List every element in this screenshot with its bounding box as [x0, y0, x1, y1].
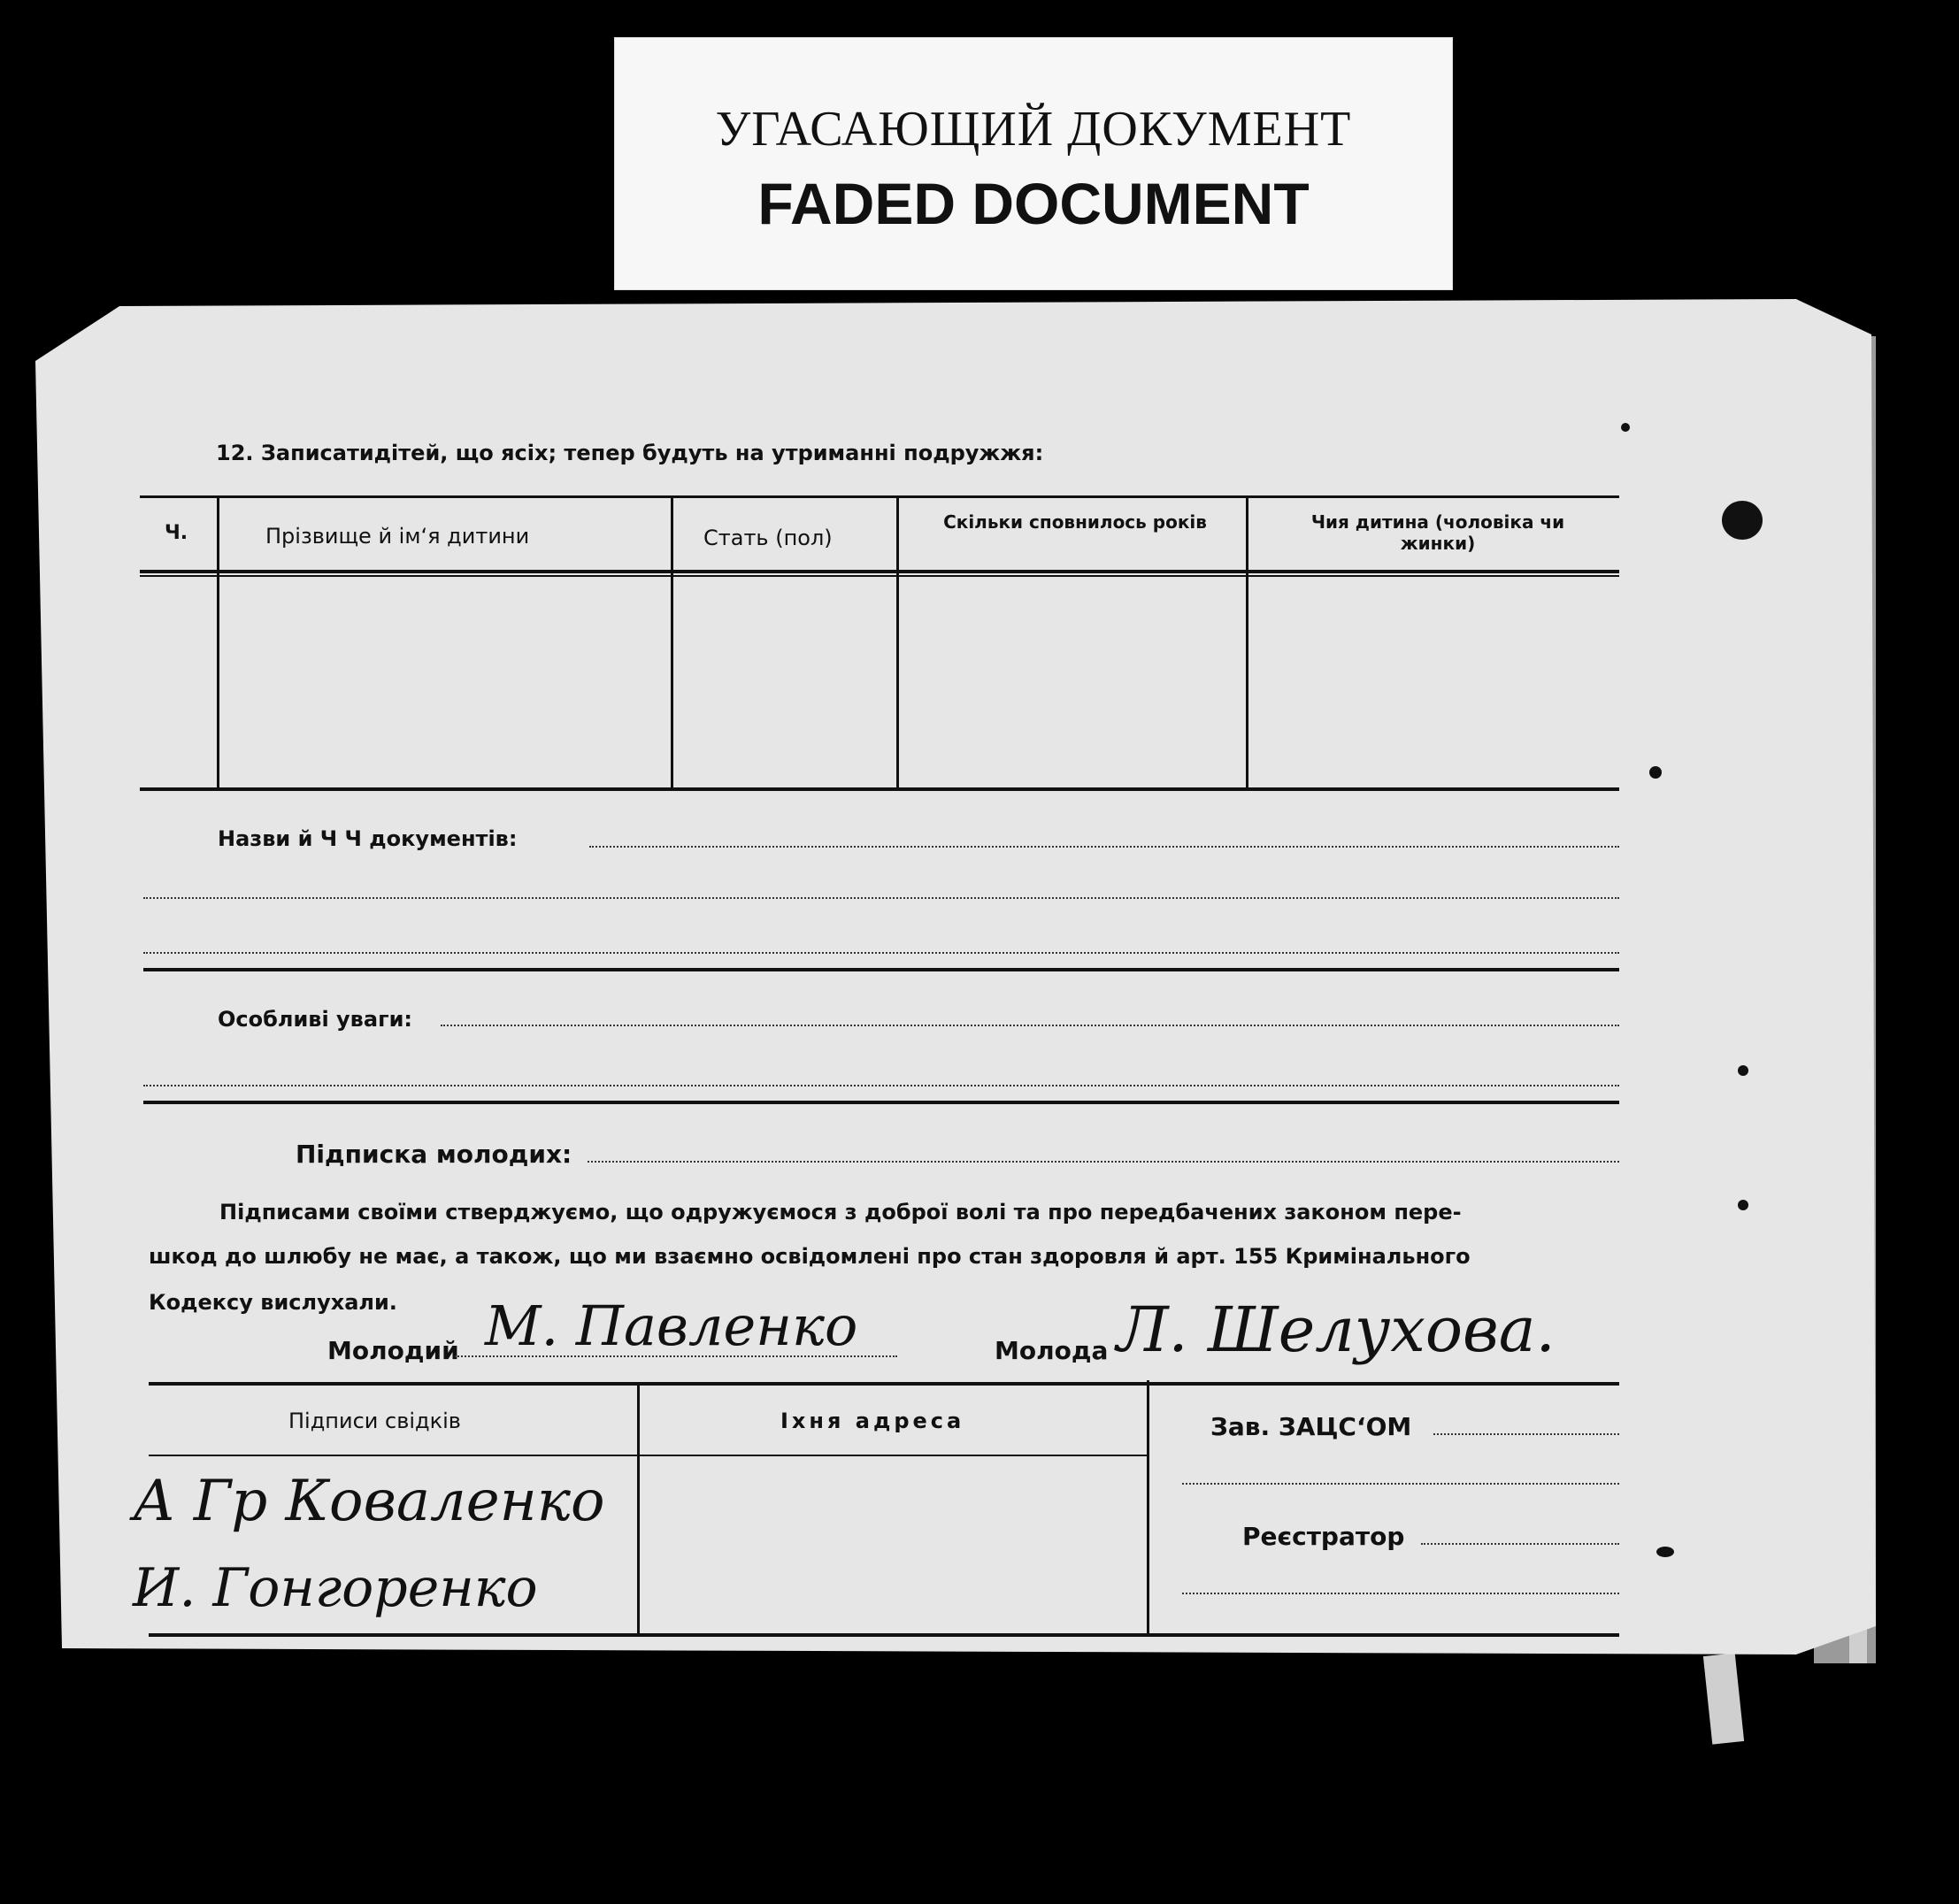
registrar-label: Реєстратор	[1242, 1522, 1405, 1551]
col-child-name: Прізвище й ім‘я дитини	[265, 524, 530, 549]
bottom-header-rule	[149, 1455, 1147, 1456]
stamp-english: FADED DOCUMENT	[757, 171, 1310, 236]
registrar-line-2	[1182, 1593, 1619, 1594]
documents-line-3	[143, 952, 1619, 954]
stamp-russian: УГАСАЮЩИЙ ДОКУМЕНТ	[715, 102, 1352, 157]
groom-signature: М. Павленко	[485, 1294, 858, 1358]
table-header-rule-2	[140, 575, 1619, 577]
head-line-1	[1433, 1433, 1619, 1435]
declaration-line-3: Кодексу вислухали.	[149, 1290, 397, 1315]
groom-label: Молодий	[327, 1336, 459, 1365]
col-whose-child: Чия дитина (чоловіка чи жинки)	[1310, 511, 1565, 554]
head-label: Зав. ЗАЦС‘ОМ	[1210, 1412, 1412, 1441]
form-sheet	[35, 299, 1876, 1654]
ink-dot-4	[1738, 1200, 1748, 1210]
paper-tab	[1703, 1653, 1744, 1744]
witnesses-header: Підписи свідків	[288, 1409, 461, 1433]
col-age: Скільки сповнилось років	[943, 511, 1207, 533]
documents-rule	[143, 968, 1619, 971]
col-number: Ч.	[165, 522, 188, 544]
bride-signature: Л. Шелухова.	[1117, 1294, 1556, 1366]
bottom-table-bottom-rule	[149, 1633, 1619, 1637]
section12-heading: 12. Записатидітей, що ясіх; тепер будуть на утриманні подружжя:	[216, 441, 1044, 465]
signature-heading-line	[588, 1161, 1619, 1163]
bottom-col-divider-2	[1147, 1380, 1149, 1633]
ink-dot-5	[1656, 1547, 1674, 1557]
table-col-divider-2	[671, 497, 673, 789]
head-line-2	[1182, 1483, 1619, 1485]
ink-dot-3	[1738, 1065, 1748, 1076]
ink-dot-1	[1621, 423, 1630, 432]
col-sex: Стать (пол)	[703, 526, 833, 550]
remarks-label: Особливі уваги:	[218, 1007, 413, 1032]
table-col-divider-4	[1246, 497, 1248, 789]
table-bottom-rule	[140, 787, 1619, 791]
address-header: Ixня адреса	[780, 1409, 965, 1433]
remarks-line-1	[441, 1025, 1619, 1026]
bottom-col-divider-1	[637, 1384, 640, 1633]
table-header-rule	[140, 570, 1619, 573]
punch-hole-blot	[1722, 501, 1763, 540]
documents-label: Назви й Ч Ч документів:	[218, 826, 518, 851]
signature-heading: Підписка молодих:	[296, 1140, 572, 1169]
ink-dot-2	[1649, 766, 1662, 779]
remarks-line-2	[143, 1085, 1619, 1086]
bride-label: Молода	[995, 1336, 1109, 1365]
remarks-rule	[143, 1101, 1619, 1104]
table-col-divider-3	[896, 497, 899, 789]
faded-document-label	[614, 37, 1453, 290]
declaration-line-2: шкод до шлюбу не має, а також, що ми взаємно освідомлені про стан здоровля й арт. 155 Кримінального	[149, 1244, 1471, 1269]
documents-line-1	[589, 846, 1619, 848]
registrar-line-1	[1421, 1543, 1619, 1545]
witness-signature-2: И. Гонгоренко	[133, 1557, 538, 1619]
declaration-line-1: Підписами своїми стверджуємо, що одружуємося з доброї волі та про передбачених законом пере-	[219, 1200, 1462, 1225]
bottom-table-top-rule	[149, 1382, 1619, 1386]
witness-signature-1: А Гр Коваленко	[133, 1469, 605, 1534]
documents-line-2	[143, 897, 1619, 899]
table-top-rule	[140, 495, 1619, 498]
table-col-divider-1	[217, 497, 219, 789]
